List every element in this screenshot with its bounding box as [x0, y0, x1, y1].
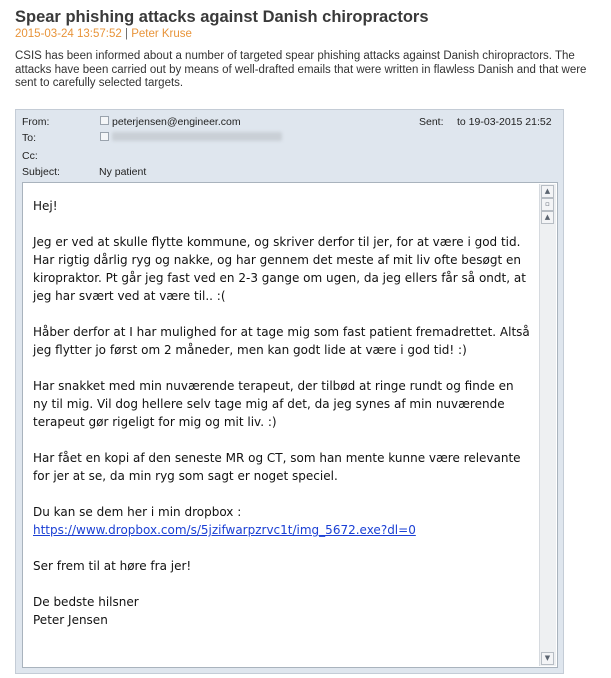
sent-value: to 19-03-2015 21:52	[457, 116, 552, 128]
dropbox-intro: Du kan se dem her i min dropbox :	[33, 505, 242, 519]
author-link[interactable]: Peter Kruse	[131, 28, 192, 40]
paragraph-1	[33, 233, 538, 305]
signoff: De bedste hilsner	[33, 595, 139, 609]
body-line: jeg har svært ved at være til.. :(	[33, 289, 226, 303]
from-contact-icon	[100, 116, 109, 125]
body-line: kiropraktor. Pt går jeg fast ved en 2-3 gange om ugen, da jeg ellers får så ondt, at	[33, 271, 526, 285]
body-line: Har rigtig dårlig ryg og nakke, og har gennem det meste af mit liv ofte besøgt en	[33, 253, 521, 267]
signature-block	[33, 593, 538, 629]
vertical-scrollbar[interactable]	[539, 184, 556, 666]
redacted-recipient	[112, 132, 282, 141]
paragraph-4	[33, 449, 538, 485]
dropbox-link[interactable]: https://www.dropbox.com/s/5jzifwarpzrvc1t/img_5672.exe?dl=0	[33, 523, 416, 537]
paragraph-2	[33, 323, 538, 359]
dropbox-paragraph	[33, 503, 538, 539]
email-body-pane[interactable]	[22, 182, 558, 668]
article-date: 2015-03-24 13:57:52	[15, 28, 122, 40]
body-line: Har snakket med min nuværende terapeut, der tilbød at ringe rundt og finde en	[33, 379, 514, 393]
from-label: From:	[22, 116, 50, 128]
article-intro: CSIS has been informed about a number of targeted spear phishing attacks against Danish chiropractors. The attacks have been carried out by means of well-drafted emails that were written in flawless Danish and that were sent to carefully selected targets.	[15, 50, 587, 89]
to-label: To:	[22, 132, 37, 144]
signature: Peter Jensen	[33, 613, 108, 627]
body-line: ny til mig. Vil dog hellere selv tage mig af det, da jeg synes af min nuværende	[33, 397, 505, 411]
from-value[interactable]: peterjensen@engineer.com	[112, 116, 241, 128]
email-screenshot	[15, 109, 564, 674]
subject-value: Ny patient	[99, 166, 147, 178]
cc-label: Cc:	[22, 150, 38, 162]
greeting: Hej!	[33, 199, 58, 213]
article-meta	[15, 28, 192, 40]
closing: Ser frem til at høre fra jer!	[33, 559, 192, 573]
body-line: terapeut gør rigeligt for mig og mit liv. :)	[33, 415, 277, 429]
email-body	[33, 197, 538, 629]
scroll-up-small-icon[interactable]: ▲	[541, 211, 554, 224]
article-title: Spear phishing attacks against Danish chiropractors	[15, 8, 429, 26]
restore-view-icon[interactable]: ▫	[541, 198, 554, 211]
paragraph-3	[33, 377, 538, 431]
body-line: Har fået en kopi af den seneste MR og CT, som han mente kunne være relevante	[33, 451, 521, 465]
to-contact-icon	[100, 132, 109, 141]
subject-label: Subject:	[22, 166, 60, 178]
meta-separator: |	[125, 28, 128, 40]
body-line: Håber derfor at I har mulighed for at tage mig som fast patient fremadrettet. Altså	[33, 325, 530, 339]
body-line: Jeg er ved at skulle flytte kommune, og skriver derfor til jer, for at være i god tid.	[33, 235, 521, 249]
body-line: for jer at se, da min ryg som sagt er noget speciel.	[33, 469, 338, 483]
sent-label: Sent:	[419, 116, 444, 128]
scroll-up-icon[interactable]: ▲	[541, 185, 554, 198]
body-line: jeg flytter jo først om 2 måneder, men kan godt lide at være i god tid! :)	[33, 343, 467, 357]
scroll-down-icon[interactable]: ▼	[541, 652, 554, 665]
